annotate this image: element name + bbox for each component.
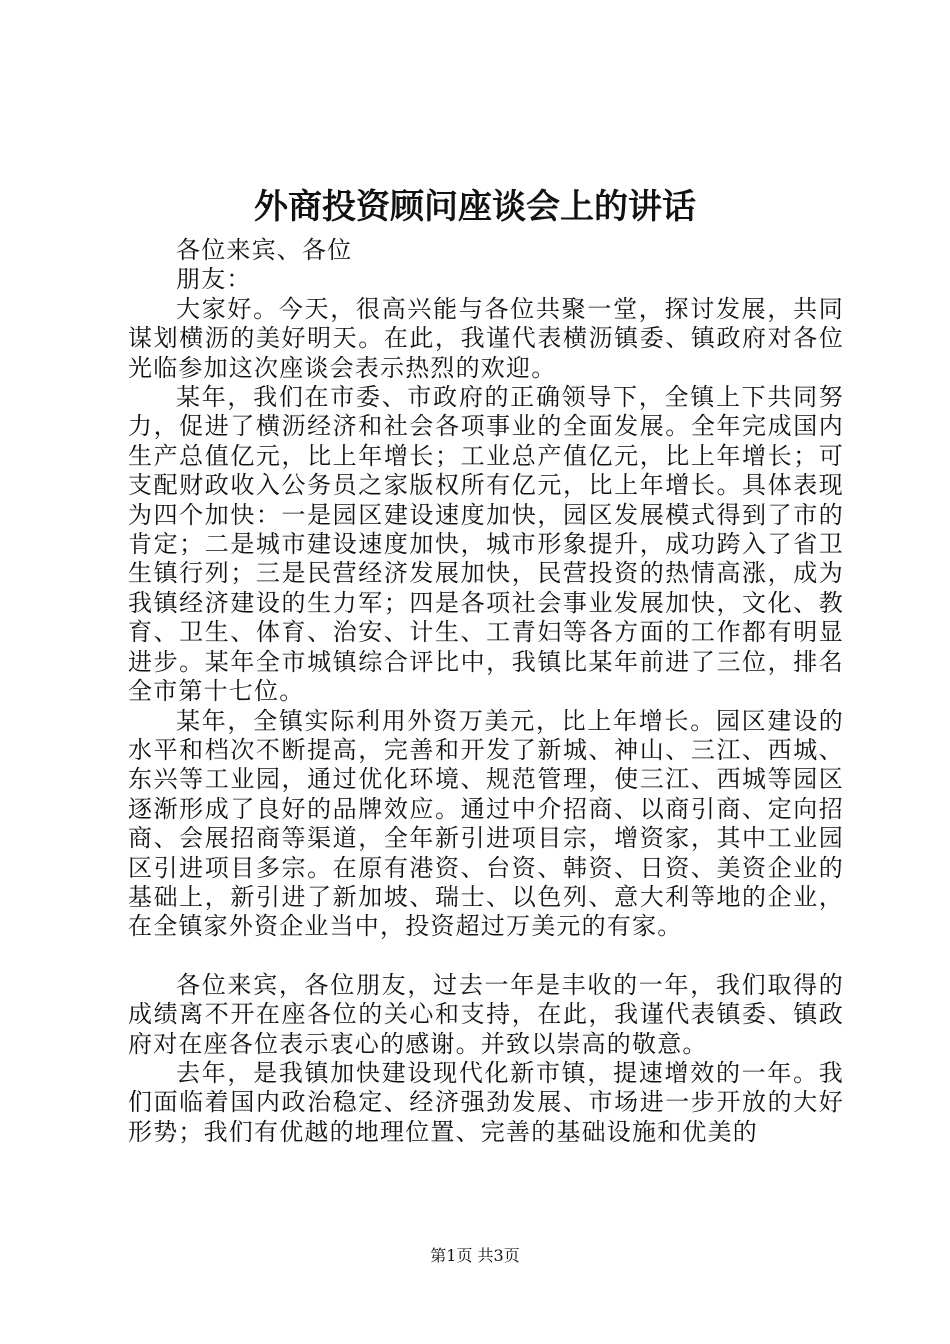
document-body <box>128 236 844 1147</box>
salutation-line-1: 各位来宾、各位 <box>176 236 353 264</box>
page-number-footer: 第1页 共3页 <box>430 1246 520 1265</box>
paragraph-outlook: 去年，是我镇加快建设现代化新市镇，提速增效的一年。我们面临着国内政治稳定、经济强劲发展、市场进一步开放的大好形势；我们有优越的地理位置、完善的基础设施和优美的 <box>128 1058 844 1146</box>
paragraph-achievements: 某年，我们在市委、市政府的正确领导下，全镇上下共同努力，促进了横沥经济和社会各项事业的全面发展。全年完成国内生产总值亿元，比上年增长；工业总产值亿元，比上年增长；可支配财政收入公务员之家版权所有亿元，比上年增长。具体表现为四个加快：一是园区建设速度加快，园区发展模式得到了市的肯定；二是城市建设速度加快，城市形象提升，成功跨入了省卫生镇行列；三是民营经济发展加快，民营投资的热情高涨，成为我镇经济建设的生力军；四是各项社会事业发展加快，文化、教育、卫生、体育、治安、计生、工青妇等各方面的工作都有明显进步。某年全市城镇综合评比中，我镇比某年前进了三位，排名全市第十七位。 <box>128 383 844 706</box>
salutation-line-2: 朋友： <box>176 265 252 294</box>
document-title: 外商投资顾问座谈会上的讲话 <box>254 187 696 227</box>
paragraph-foreign-investment: 某年，全镇实际利用外资万美元，比上年增长。园区建设的水平和档次不断提高，完善和开发了新城、神山、三江、西城、东兴等工业园，通过优化环境、规范管理，使三江、西城等园区逐渐形成了良好的品牌效应。通过中介招商、以商引商、定向招商、会展招商等渠道，全年新引进项目宗，增资家，其中工业园区引进项目多宗。在原有港资、台资、韩资、日资、美资企业的基础上，新引进了新加坡、瑞士、以色列、意大利等地的企业，在全镇家外资企业当中，投资超过万美元的有家。 <box>128 706 844 941</box>
paragraph-greeting: 大家好。今天，很高兴能与各位共聚一堂，探讨发展，共同谋划横沥的美好明天。在此，我谨代表横沥镇委、镇政府对各位光临参加这次座谈会表示热烈的欢迎。 <box>128 294 844 382</box>
paragraph-thanks: 各位来宾，各位朋友，过去一年是丰收的一年，我们取得的成绩离不开在座各位的关心和支持，在此，我谨代表镇委、镇政府对在座各位表示衷心的感谢。并致以崇高的敬意。 <box>128 970 844 1058</box>
